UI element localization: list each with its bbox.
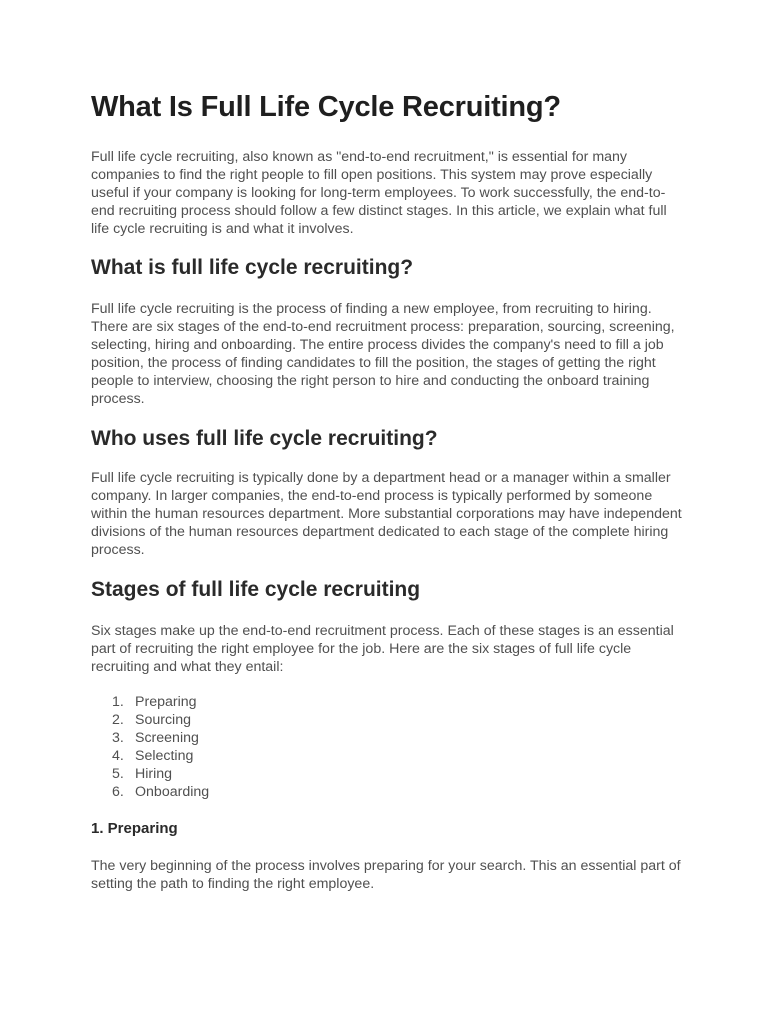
list-item-label: Sourcing xyxy=(135,712,191,728)
list-item-number: 3. xyxy=(112,730,124,746)
list-item-label: Selecting xyxy=(135,748,194,764)
list-item xyxy=(91,765,209,783)
section-body-stages: Six stages make up the end-to-end recruitment process. Each of these stages is an essential part of recruiting the right employee for the job. Here are the six stages of full life cycle recruiting and what they entail: xyxy=(91,623,674,675)
section-heading-stages: Stages of full life cycle recruiting xyxy=(91,578,421,601)
section-body-what-is: Full life cycle recruiting is the process of finding a new employee, from recruiting to hiring. There are six stages of the end-to-end recruitment process: preparation, sourcing, screening, selecting, hiring and onboarding. The entire process divides the company's need to fill a job position, the process of finding candidates to fill the position, the stages of getting the right people to interview, choosing the right person to hire and conducting the onboard training process. xyxy=(91,301,675,407)
list-item xyxy=(91,711,209,729)
list-item-label: Preparing xyxy=(135,694,197,710)
list-item-label: Screening xyxy=(135,730,199,746)
intro-paragraph: Full life cycle recruiting, also known as "end-to-end recruitment," is essential for many companies to find the right people to fill open positions. This system may prove especially useful if your company is looking for long-term employees. To work successfully, the end-to-end recruiting process should follow a few distinct stages. In this article, we explain what full life cycle recruiting is and what it involves. xyxy=(91,149,667,237)
list-item-number: 4. xyxy=(112,748,124,764)
section-body-who-uses: Full life cycle recruiting is typically done by a department head or a manager within a smaller company. In larger companies, the end-to-end process is typically performed by someone within the human resources department. More substantial corporations may have independent divisions of the human resources department dedicated to each stage of the complete hiring process. xyxy=(91,470,682,558)
section-heading-what-is: What is full life cycle recruiting? xyxy=(91,256,414,279)
list-item xyxy=(91,729,209,747)
list-item xyxy=(91,783,209,801)
subsection-body-preparing: The very beginning of the process involves preparing for your search. This an essential part of setting the path to finding the right employee. xyxy=(91,858,681,892)
list-item-number: 1. xyxy=(112,694,124,710)
subsection-heading-preparing: 1. Preparing xyxy=(91,820,178,837)
list-item xyxy=(91,747,209,765)
stages-list xyxy=(91,693,209,801)
list-item-number: 5. xyxy=(112,766,124,782)
list-item-label: Hiring xyxy=(135,766,173,782)
list-item-label: Onboarding xyxy=(135,784,210,800)
section-heading-who-uses: Who uses full life cycle recruiting? xyxy=(91,427,438,450)
page-title: What Is Full Life Cycle Recruiting? xyxy=(91,91,561,123)
list-item xyxy=(91,693,209,711)
list-item-number: 2. xyxy=(112,712,124,728)
list-item-number: 6. xyxy=(112,784,124,800)
